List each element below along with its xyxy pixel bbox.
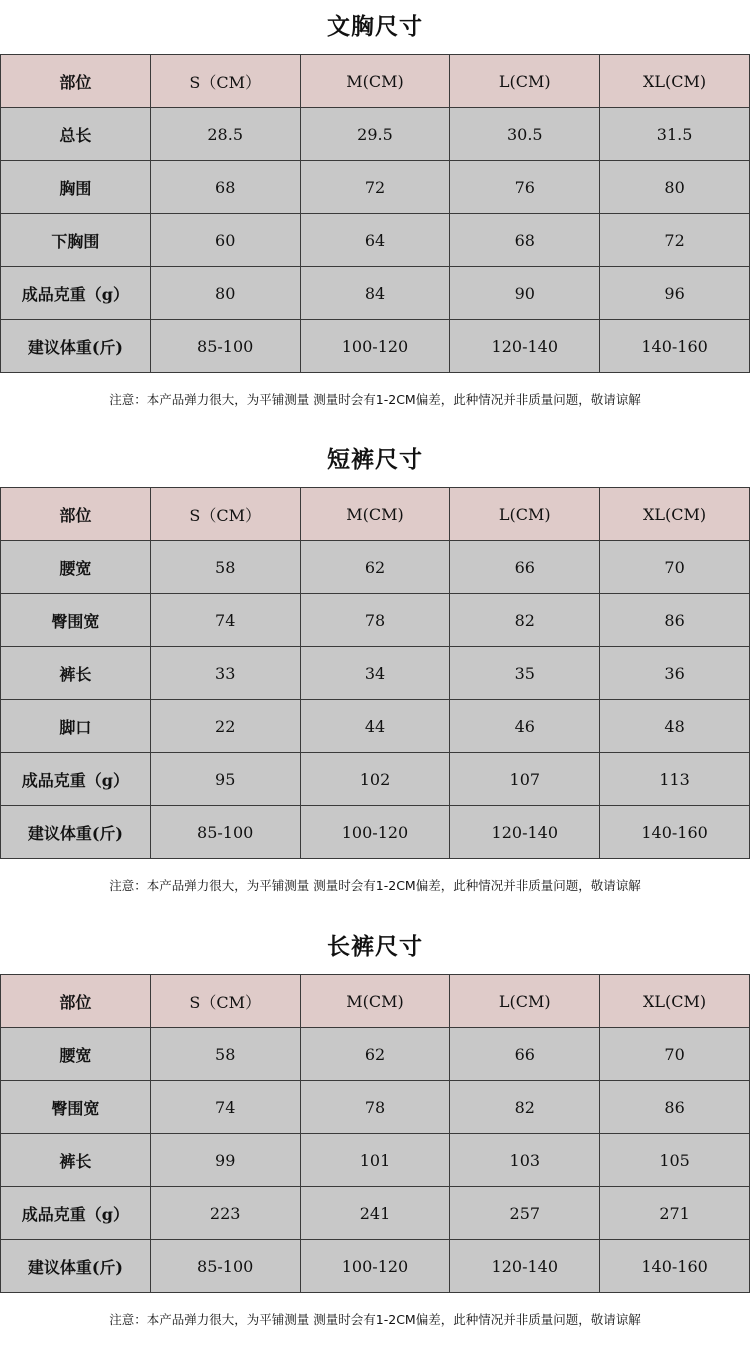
row-label: 臀围宽 [1,594,151,647]
table-cell: 74 [150,1081,300,1134]
header-cell-m: M(CM) [300,55,450,108]
table-cell: 66 [450,541,600,594]
table-cell: 33 [150,647,300,700]
table-cell: 241 [300,1187,450,1240]
table-cell: 82 [450,1081,600,1134]
table-cell: 80 [150,267,300,320]
table-row [1,1240,750,1293]
table-row [1,753,750,806]
header-cell-m: M(CM) [300,975,450,1028]
table-cell: 105 [600,1134,750,1187]
table-cell: 76 [450,161,600,214]
table-cell: 100-120 [300,1240,450,1293]
table-cell: 101 [300,1134,450,1187]
pants-size-table [0,974,750,1293]
header-cell-s: S（CM） [150,488,300,541]
header-cell-part: 部位 [1,488,151,541]
table-header-row [1,975,750,1028]
table-cell: 72 [300,161,450,214]
table-row [1,1081,750,1134]
table-header-row [1,55,750,108]
shorts-size-section [0,433,750,913]
shorts-size-table [0,487,750,859]
pants-size-title: 长裤尺寸 [0,920,750,974]
table-cell: 48 [600,700,750,753]
table-cell: 140-160 [600,1240,750,1293]
table-cell: 102 [300,753,450,806]
table-cell: 84 [300,267,450,320]
row-label: 建议体重(斤) [1,806,151,859]
table-cell: 60 [150,214,300,267]
header-cell-l: L(CM) [450,55,600,108]
table-cell: 85-100 [150,1240,300,1293]
table-cell: 66 [450,1028,600,1081]
row-label: 下胸围 [1,214,151,267]
table-cell: 35 [450,647,600,700]
table-cell: 140-160 [600,320,750,373]
header-cell-xl: XL(CM) [600,55,750,108]
row-label: 脚口 [1,700,151,753]
row-label: 成品克重（g） [1,267,151,320]
header-cell-l: L(CM) [450,975,600,1028]
table-cell: 113 [600,753,750,806]
table-cell: 103 [450,1134,600,1187]
table-cell: 64 [300,214,450,267]
row-label: 胸围 [1,161,151,214]
header-cell-part: 部位 [1,975,151,1028]
table-row [1,161,750,214]
bra-size-title: 文胸尺寸 [0,0,750,54]
table-row [1,214,750,267]
table-cell: 62 [300,541,450,594]
row-label: 臀围宽 [1,1081,151,1134]
header-cell-xl: XL(CM) [600,488,750,541]
table-cell: 100-120 [300,806,450,859]
table-row [1,541,750,594]
table-header-row [1,488,750,541]
bra-size-section [0,0,750,427]
bra-size-table [0,54,750,373]
table-row [1,1187,750,1240]
header-cell-l: L(CM) [450,488,600,541]
table-cell: 223 [150,1187,300,1240]
table-row [1,320,750,373]
table-cell: 86 [600,594,750,647]
table-cell: 58 [150,541,300,594]
row-label: 总长 [1,108,151,161]
table-cell: 86 [600,1081,750,1134]
table-cell: 70 [600,1028,750,1081]
table-cell: 44 [300,700,450,753]
table-cell: 68 [150,161,300,214]
table-row [1,267,750,320]
table-cell: 85-100 [150,320,300,373]
header-cell-m: M(CM) [300,488,450,541]
table-cell: 107 [450,753,600,806]
row-label: 裤长 [1,647,151,700]
table-cell: 62 [300,1028,450,1081]
table-cell: 28.5 [150,108,300,161]
row-label: 成品克重（g） [1,753,151,806]
table-cell: 72 [600,214,750,267]
table-row [1,594,750,647]
measurement-note: 注意：本产品弹力很大，为平铺测量 测量时会有1-2CM偏差，此种情况并非质量问题，敬请谅解 [0,859,750,913]
table-cell: 36 [600,647,750,700]
header-cell-s: S（CM） [150,975,300,1028]
row-label: 建议体重(斤) [1,1240,151,1293]
table-cell: 78 [300,594,450,647]
table-cell: 271 [600,1187,750,1240]
pants-size-section [0,920,750,1347]
table-row [1,700,750,753]
table-cell: 74 [150,594,300,647]
table-cell: 85-100 [150,806,300,859]
table-cell: 95 [150,753,300,806]
table-cell: 30.5 [450,108,600,161]
shorts-size-title: 短裤尺寸 [0,433,750,487]
table-cell: 257 [450,1187,600,1240]
table-cell: 90 [450,267,600,320]
table-cell: 31.5 [600,108,750,161]
row-label: 裤长 [1,1134,151,1187]
table-cell: 99 [150,1134,300,1187]
row-label: 成品克重（g） [1,1187,151,1240]
header-cell-s: S（CM） [150,55,300,108]
table-cell: 58 [150,1028,300,1081]
table-cell: 96 [600,267,750,320]
row-label: 腰宽 [1,541,151,594]
table-row [1,1134,750,1187]
table-cell: 120-140 [450,320,600,373]
measurement-note: 注意：本产品弹力很大，为平铺测量 测量时会有1-2CM偏差，此种情况并非质量问题，敬请谅解 [0,373,750,427]
row-label: 建议体重(斤) [1,320,151,373]
table-cell: 140-160 [600,806,750,859]
table-cell: 68 [450,214,600,267]
table-cell: 78 [300,1081,450,1134]
table-cell: 22 [150,700,300,753]
table-cell: 34 [300,647,450,700]
table-cell: 29.5 [300,108,450,161]
table-cell: 100-120 [300,320,450,373]
table-cell: 70 [600,541,750,594]
table-cell: 120-140 [450,806,600,859]
header-cell-part: 部位 [1,55,151,108]
measurement-note: 注意：本产品弹力很大，为平铺测量 测量时会有1-2CM偏差，此种情况并非质量问题，敬请谅解 [0,1293,750,1347]
table-cell: 80 [600,161,750,214]
row-label: 腰宽 [1,1028,151,1081]
table-row [1,1028,750,1081]
table-cell: 82 [450,594,600,647]
table-cell: 120-140 [450,1240,600,1293]
table-row [1,108,750,161]
header-cell-xl: XL(CM) [600,975,750,1028]
table-cell: 46 [450,700,600,753]
table-row [1,806,750,859]
table-row [1,647,750,700]
